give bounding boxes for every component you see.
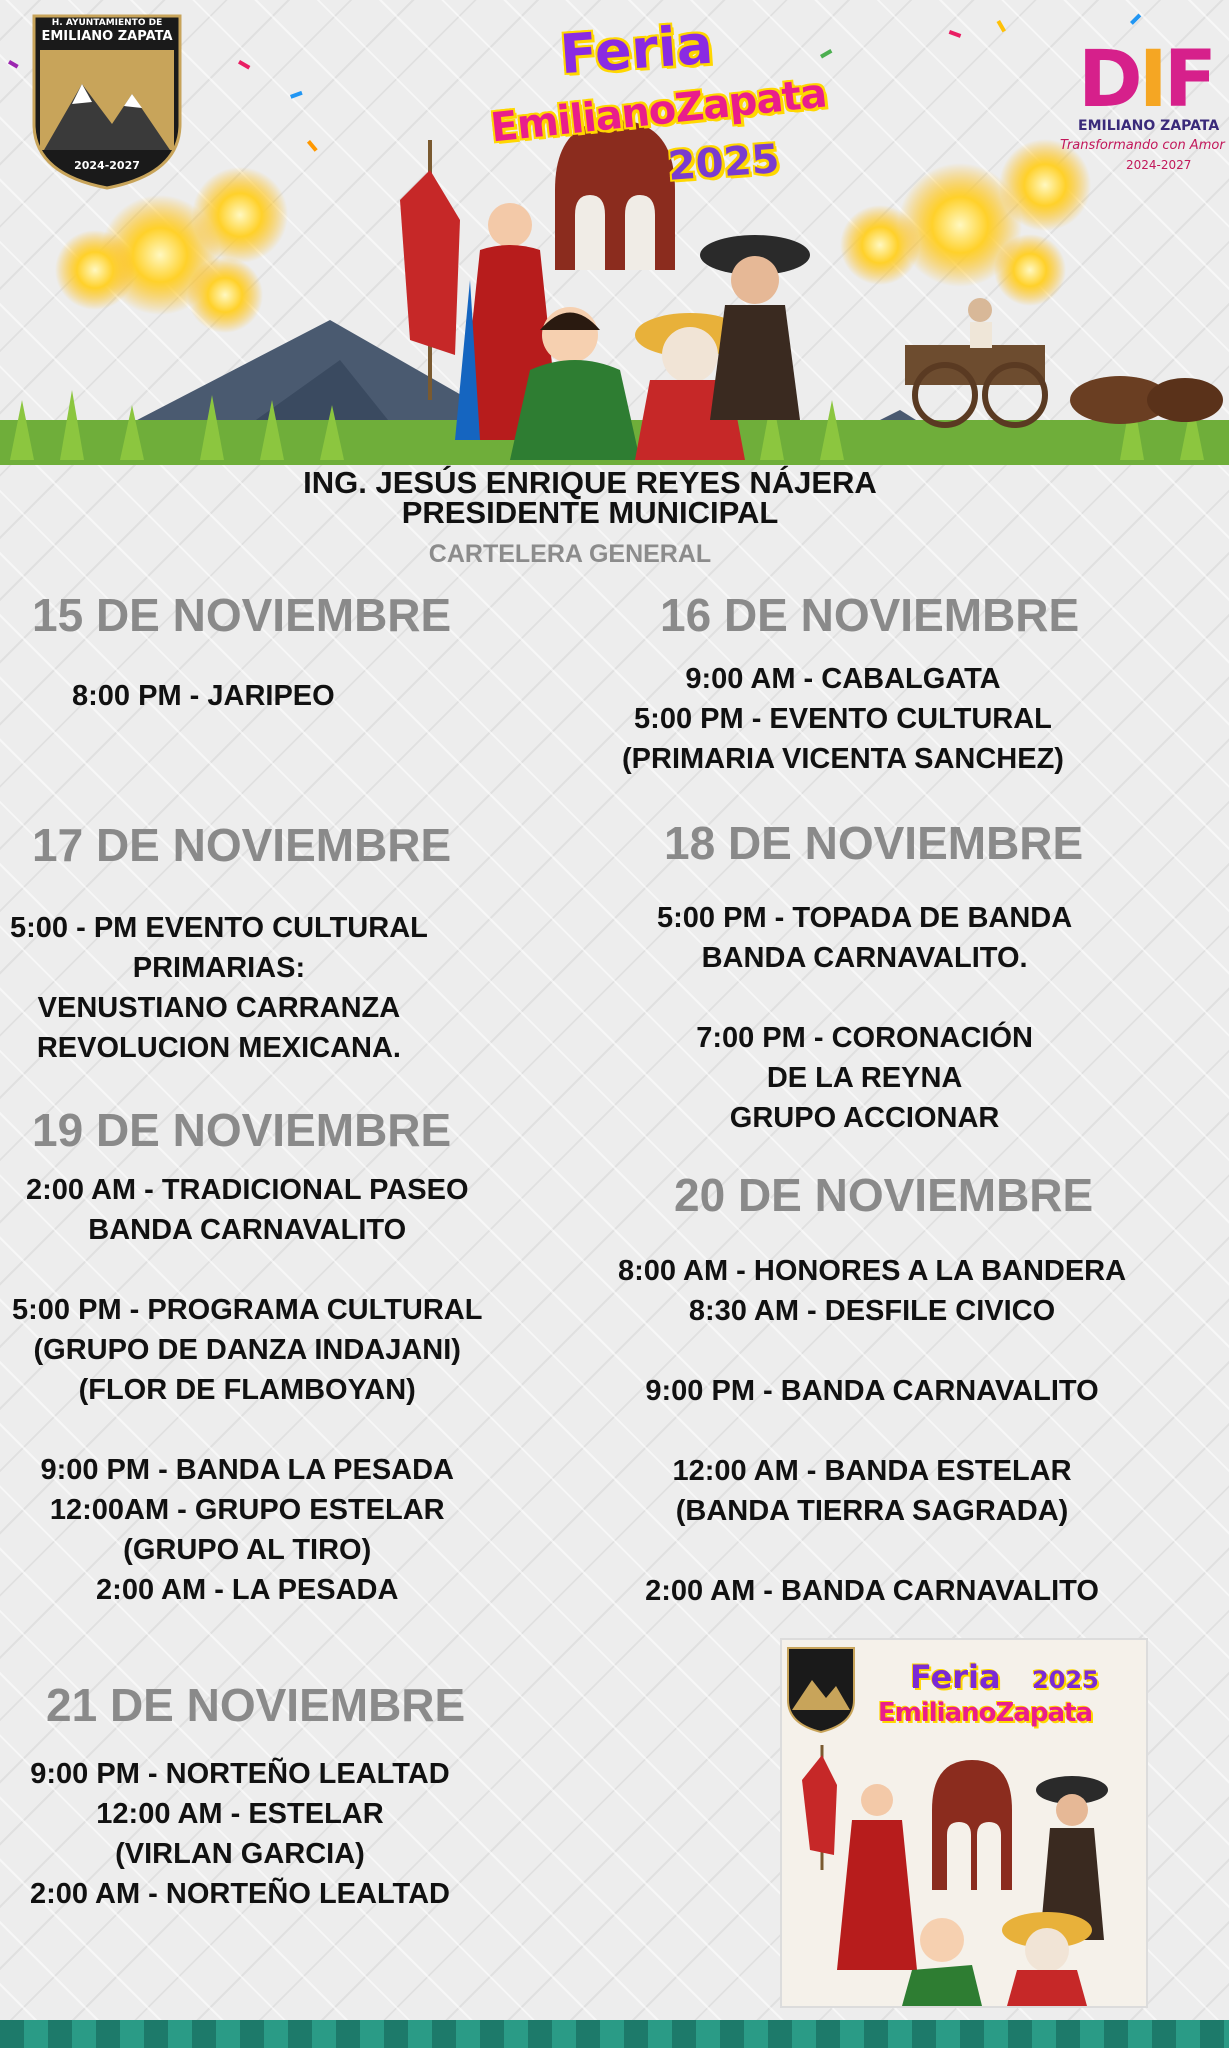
day-title-17: 17 DE NOVIEMBRE bbox=[32, 819, 452, 871]
day-title-21: 21 DE NOVIEMBRE bbox=[46, 1679, 466, 1731]
president-role: PRESIDENTE MUNICIPAL bbox=[401, 495, 779, 530]
event-line: 8:00 AM - HONORES A LA BANDERA bbox=[618, 1255, 1127, 1287]
poster-title-year: 2025 bbox=[1032, 1666, 1099, 1694]
footer-band bbox=[0, 2020, 1229, 2048]
events-20 bbox=[618, 1251, 1126, 1611]
event-line: (GRUPO AL TIRO) bbox=[123, 1534, 372, 1566]
event-line: 5:00 - PM EVENTO CULTURAL bbox=[10, 912, 428, 944]
event-line: BANDA CARNAVALITO bbox=[88, 1214, 407, 1246]
event-line: REVOLUCION MEXICANA. bbox=[36, 1032, 401, 1064]
event-line: 9:00 PM - BANDA LA PESADA bbox=[40, 1454, 454, 1486]
dif-name: EMILIANO ZAPATA bbox=[1078, 118, 1220, 134]
event-spacer bbox=[618, 1531, 1126, 1571]
events-17 bbox=[10, 908, 428, 1068]
event-line: PRIMARIAS: bbox=[132, 952, 306, 984]
day-title-19: 19 DE NOVIEMBRE bbox=[32, 1104, 452, 1156]
event-line: (FLOR DE FLAMBOYAN) bbox=[78, 1374, 416, 1406]
event-line: 2:00 AM - TRADICIONAL PASEO bbox=[25, 1174, 469, 1206]
event-line: 2:00 AM - NORTEÑO LEALTAD bbox=[30, 1878, 450, 1910]
president-block bbox=[0, 465, 1180, 530]
fireworks-left bbox=[55, 167, 288, 333]
event-line: 8:30 AM - DESFILE CIVICO bbox=[688, 1295, 1056, 1327]
day-title-20: 20 DE NOVIEMBRE bbox=[674, 1169, 1094, 1221]
dif-logo bbox=[1060, 35, 1229, 190]
event-line: 8:00 PM - JARIPEO bbox=[72, 680, 335, 712]
event-line: 9:00 AM - CABALGATA bbox=[685, 663, 1001, 695]
events-21 bbox=[30, 1754, 450, 1914]
event-line: 12:00 AM - ESTELAR bbox=[96, 1798, 384, 1830]
event-line: 5:00 PM - PROGRAMA CULTURAL bbox=[12, 1294, 483, 1326]
event-line: GRUPO ACCIONAR bbox=[729, 1102, 1000, 1134]
event-line: (VIRLAN GARCIA) bbox=[115, 1838, 365, 1870]
fireworks-right bbox=[840, 139, 1091, 306]
day-title-18: 18 DE NOVIEMBRE bbox=[664, 817, 1084, 869]
event-line: VENUSTIANO CARRANZA bbox=[37, 992, 401, 1024]
event-line: 2:00 AM - LA PESADA bbox=[96, 1574, 399, 1606]
events-19 bbox=[12, 1170, 482, 1610]
events-15 bbox=[72, 676, 335, 716]
dif-years: 2024-2027 bbox=[1126, 158, 1192, 172]
feria-title-year: 2025 bbox=[666, 136, 781, 190]
event-line: 5:00 PM - EVENTO CULTURAL bbox=[634, 703, 1052, 735]
event-line: 12:00AM - GRUPO ESTELAR bbox=[49, 1494, 445, 1526]
poster-thumbnail bbox=[780, 1638, 1148, 2008]
president-name: ING. JESÚS ENRIQUE REYES NÁJERA bbox=[303, 465, 877, 500]
feria-title-logo bbox=[480, 12, 829, 190]
municipal-seal-logo bbox=[32, 14, 182, 190]
event-line: 9:00 PM - NORTEÑO LEALTAD bbox=[30, 1758, 450, 1790]
dif-slogan: Transformando con Amor bbox=[1060, 138, 1225, 153]
event-spacer bbox=[12, 1410, 482, 1450]
feria-title-line1: Feria bbox=[557, 12, 715, 87]
event-line: (BANDA TIERRA SAGRADA) bbox=[675, 1495, 1069, 1527]
event-line: 12:00 AM - BANDA ESTELAR bbox=[672, 1455, 1072, 1487]
event-line: 7:00 PM - CORONACIÓN bbox=[696, 1022, 1033, 1054]
red-flag bbox=[400, 140, 460, 400]
event-line: 5:00 PM - TOPADA DE BANDA bbox=[657, 902, 1073, 934]
seal-caption: H. AYUNTAMIENTO DE bbox=[51, 18, 163, 28]
event-line: DE LA REYNA bbox=[766, 1062, 963, 1094]
day-title-15: 15 DE NOVIEMBRE bbox=[32, 589, 452, 641]
seal-years: 2024-2027 bbox=[74, 159, 140, 172]
poster-title-line1: Feria bbox=[910, 1658, 1001, 1696]
ox-cart bbox=[905, 298, 1223, 425]
dif-letters: DIF bbox=[1078, 35, 1214, 125]
event-spacer bbox=[657, 978, 1072, 1018]
header-banner bbox=[0, 0, 1229, 465]
event-line: (PRIMARIA VICENTA SANCHEZ) bbox=[622, 743, 1064, 775]
event-line: 9:00 PM - BANDA CARNAVALITO bbox=[645, 1375, 1099, 1407]
poster-title-line2: EmilianoZapata bbox=[878, 1698, 1093, 1728]
event-spacer bbox=[618, 1331, 1126, 1371]
cartelera-heading: CARTELERA GENERAL bbox=[428, 540, 712, 568]
day-title-16: 16 DE NOVIEMBRE bbox=[660, 589, 1080, 641]
events-16 bbox=[622, 659, 1064, 779]
event-spacer bbox=[618, 1411, 1126, 1451]
event-line: 2:00 AM - BANDA CARNAVALITO bbox=[645, 1575, 1099, 1607]
event-spacer bbox=[12, 1250, 482, 1290]
seal-name: EMILIANO ZAPATA bbox=[41, 29, 173, 44]
events-18 bbox=[657, 898, 1072, 1138]
event-line: BANDA CARNAVALITO. bbox=[701, 942, 1028, 974]
event-line: (GRUPO DE DANZA INDAJANI) bbox=[33, 1334, 461, 1366]
feria-title-line2: EmilianoZapata bbox=[488, 70, 829, 152]
